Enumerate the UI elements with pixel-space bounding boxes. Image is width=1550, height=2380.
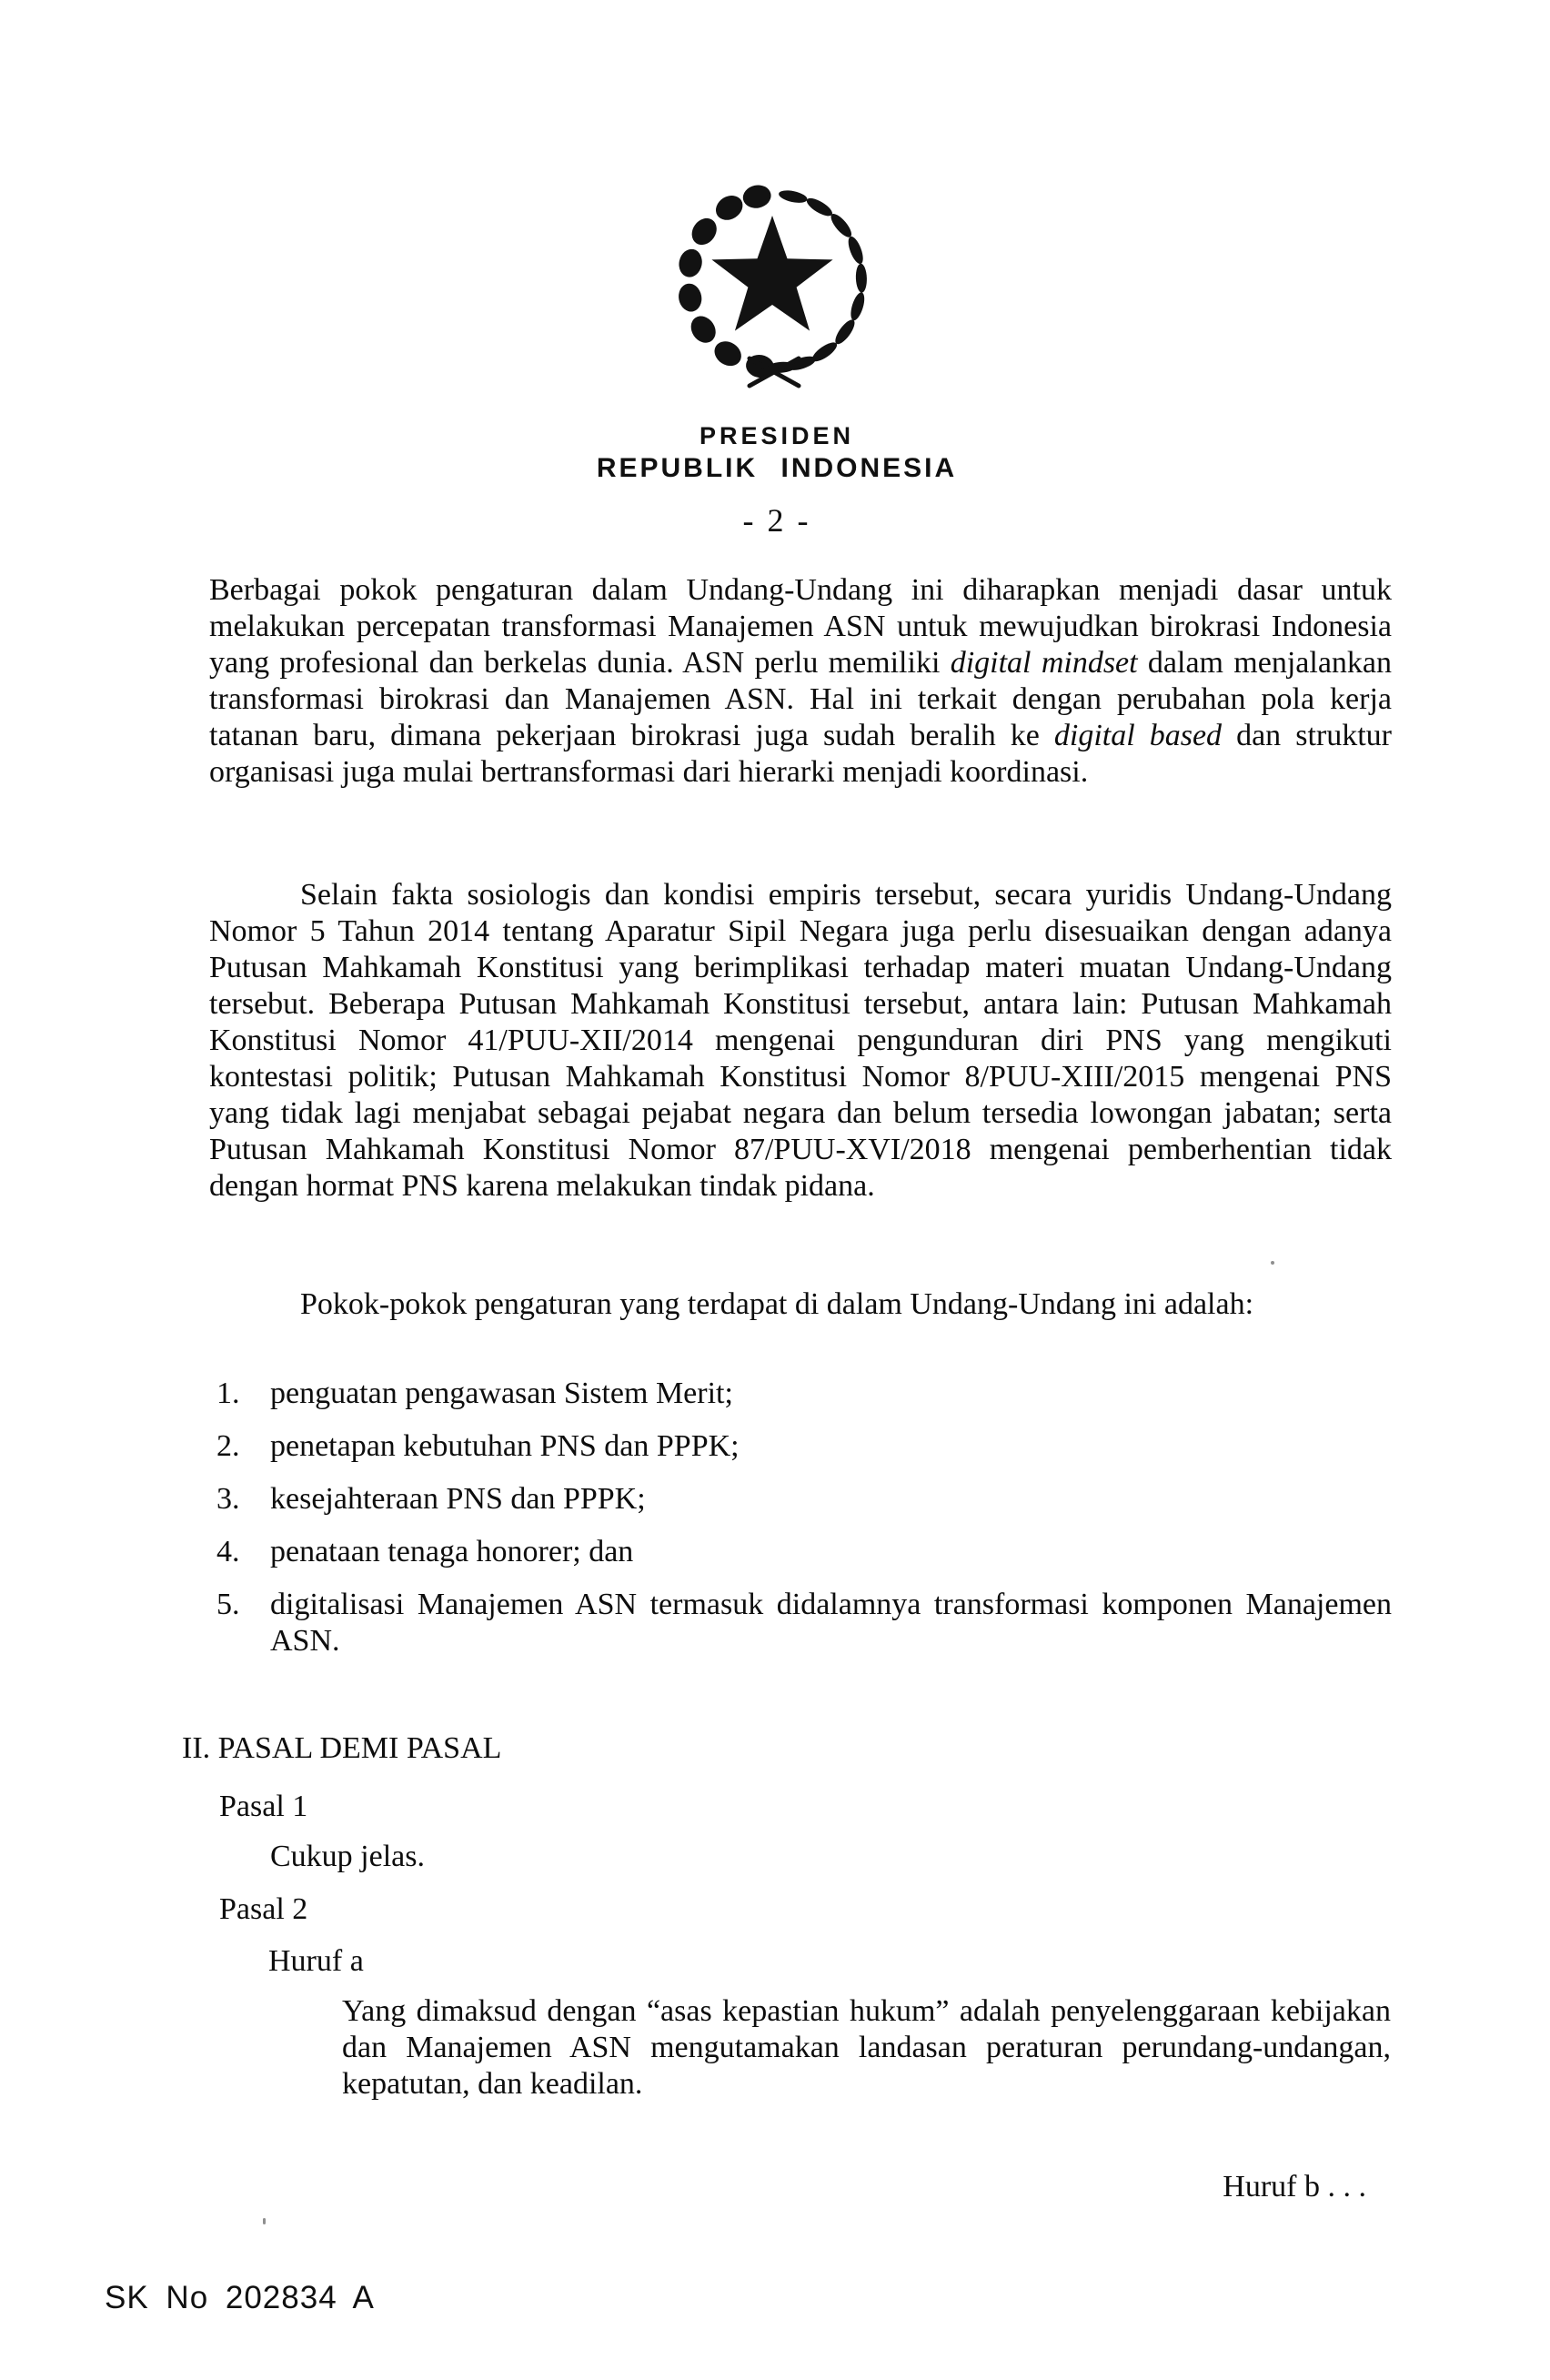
list-item-text: penetapan kebutuhan PNS dan PPPK; — [270, 1429, 740, 1463]
p1-text-2: dalam menjalankan transformasi birokrasi dan Manajemen ASN. Hal ini terkait dengan perubahan pola kerja tatanan baru, dimana pekerjaan birokrasi juga sudah beralih ke — [209, 646, 1392, 752]
pokok-pengaturan-list — [209, 1376, 1392, 1676]
list-item — [209, 1376, 1392, 1412]
p1-italic-digital-mindset: digital mindset — [950, 646, 1138, 680]
list-item — [209, 1587, 1392, 1659]
list-item-text: penguatan pengawasan Sistem Merit; — [270, 1377, 733, 1410]
list-item-text: penataan tenaga honorer; dan — [270, 1535, 634, 1568]
list-item — [209, 1428, 1392, 1465]
pasal-2-label: Pasal 2 — [219, 1892, 308, 1926]
huruf-a-body: Yang dimaksud dengan “asas kepastian hukum” adalah penyelenggaraan kebijakan dan Manajemen ASN mengutamakan landasan peraturan perundang-undangan, kepatutan, dan keadilan. — [342, 1994, 1391, 2101]
page-number: - 2 - — [742, 502, 811, 539]
p1-text: Berbagai pokok pengaturan dalam Undang-Undang ini diharapkan menjadi dasar untuk melakukan percepatan transformasi Manajemen ASN untuk mewujudkan birokrasi Indonesia yang profesional dan berkelas dunia. ASN perlu memiliki — [209, 573, 1392, 680]
scan-artifact-dot — [1271, 1261, 1274, 1265]
p1-text-3: dan struktur organisasi juga mulai bertransformasi dari hierarki menjadi koordinasi. — [209, 719, 1392, 789]
footer-sk-number: SK No 202834 A — [105, 2280, 375, 2315]
paragraph-putusan-mahkamah-konstitusi: Selain fakta sosiologis dan kondisi empiris tersebut, secara yuridis Undang-Undang Nomor 5 Tahun 2014 tentang Aparatur Sipil Negara juga perlu disesuaikan dengan adanya Putusan Mahkamah Konstitusi yang berimplikasi terhadap materi muatan Undang-Undang tersebut. Beberapa Putusan Mahkamah Konstitusi tersebut, antara lain: Putusan Mahkamah Konstitusi Nomor 41/PUU-XII/2014 mengenai pengunduran diri PNS yang mengikuti kontestasi politik; Putusan Mahkamah Konstitusi Nomor 8/PUU-XIII/2015 mengenai PNS yang tidak lagi menjabat sebagai pejabat negara dan belum tersedia lowongan jabatan; serta Putusan Mahkamah Konstitusi Nomor 87/PUU-XVI/2018 mengenai pemberhentian tidak dengan hormat PNS karena melakukan tindak pidana. — [209, 878, 1392, 1203]
paragraph-pokok-pengaturan: Pokok-pokok pengaturan yang terdapat di dalam Undang-Undang ini adalah: — [300, 1287, 1254, 1321]
star-icon — [711, 216, 832, 331]
continuation-huruf-b: Huruf b . . . — [1223, 2170, 1366, 2204]
list-item-number: 2. — [216, 1429, 240, 1463]
pasal-1-label: Pasal 1 — [219, 1790, 308, 1823]
header-title-republik-indonesia: REPUBLIK INDONESIA — [596, 453, 958, 483]
p1-italic-digital-based: digital based — [1053, 719, 1223, 752]
list-item-number: 3. — [216, 1482, 240, 1516]
list-item-number: 4. — [216, 1535, 240, 1568]
list-item-number: 1. — [216, 1377, 240, 1410]
list-item-text: digitalisasi Manajemen ASN termasuk didalamnya transformasi komponen Manajemen ASN. — [270, 1588, 1392, 1658]
list-item-text: kesejahteraan PNS dan PPPK; — [270, 1482, 646, 1516]
paragraph-transformasi-asn — [209, 572, 1392, 791]
presidential-star-wreath-emblem — [675, 185, 877, 388]
header-title-presiden: PRESIDEN — [699, 422, 855, 449]
list-item — [209, 1534, 1392, 1570]
pasal-1-body: Cukup jelas. — [270, 1840, 425, 1873]
huruf-a-label: Huruf a — [268, 1944, 364, 1978]
list-item — [209, 1481, 1392, 1518]
scan-artifact-dot — [263, 2218, 266, 2224]
list-item-number: 5. — [216, 1588, 240, 1621]
section-heading-pasal-demi-pasal: II. PASAL DEMI PASAL — [182, 1731, 502, 1765]
